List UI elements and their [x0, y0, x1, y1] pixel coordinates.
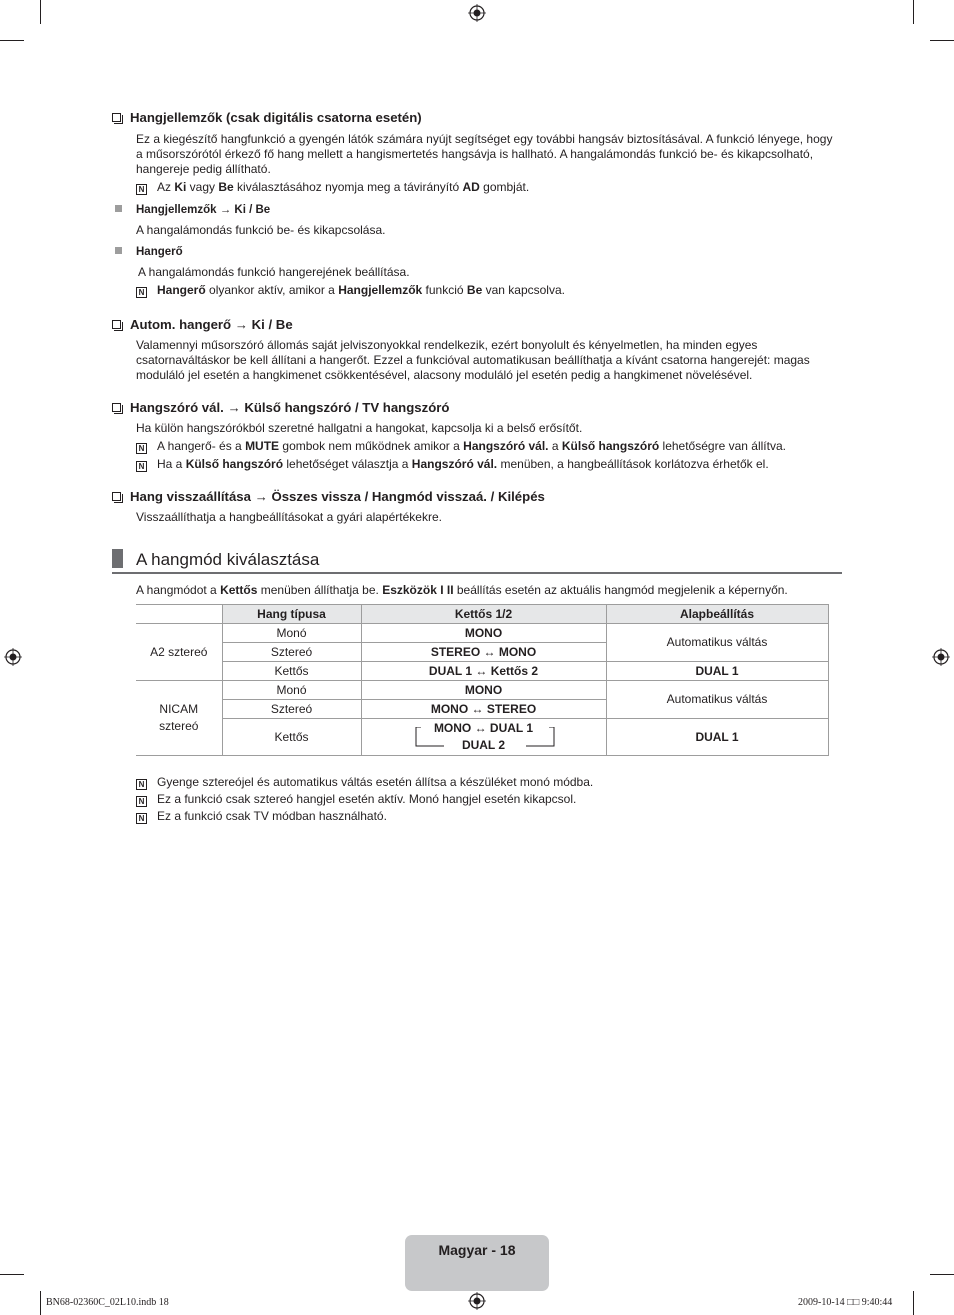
bullet-description: A hangalámondás funkció be- és kikapcsolása. — [136, 223, 386, 237]
footnote: N Ez a funkció csak TV módban használható. — [136, 809, 387, 824]
section-heading-auto-volume: Autom. hangerő → Ki / Be — [112, 317, 293, 332]
intro-paragraph: A hangmódot a Kettős menüben állíthatja be. Eszközök I II beállítás esetén az aktuális hangmód megjelenik a képernyőn. — [136, 583, 788, 597]
registration-mark-icon — [468, 4, 486, 22]
crop-mark — [0, 1274, 24, 1275]
note-icon: N — [136, 287, 147, 298]
section-heading-sound-reset: Hang visszaállítása → Összes vissza / Hangmód visszaá. / Kilépés — [112, 489, 545, 504]
note-icon: N — [136, 461, 147, 472]
note-icon: N — [136, 184, 147, 195]
note-mute: N A hangerő- és a MUTE gombok nem működnek amikor a Hangszóró vál. a Külső hangszóró lehetőségre van állítva. — [136, 439, 786, 454]
section-paragraph: Valamennyi műsorszóró állomás saját jelviszonyokkal rendelkezik, ezért bonyolult és kényelmetlen, ha minden egyes csatornaváltáskor be kell állítani a hangerőt. Ezzel a funkcióval automatikusan beállíthatja a kívánt csatorna hangerejét: magas moduláló jel esetén a hangkimenet csökkentésével, alacsony moduláló jel esetén pedig a hangkimenet növelésével. — [136, 338, 810, 382]
section-paragraph: Visszaállíthatja a hangbeállításokat a gyári alapértékekre. — [136, 510, 442, 524]
note-volume: N Hangerő olyankor aktív, amikor a Hangjellemzők funkció Be van kapcsolva. — [136, 283, 565, 298]
checkbox-icon — [112, 113, 121, 122]
note-ad-button: N Az Ki vagy Be kiválasztásához nyomja meg a távirányító AD gombját. — [136, 180, 529, 195]
table-header: Alapbeállítás — [606, 605, 828, 624]
table-header: Hang típusa — [222, 605, 361, 624]
crop-mark — [930, 40, 954, 41]
table-row: Kettős MONO ↔ DUAL 1 DUAL 2 DUAL 1 — [136, 719, 828, 756]
crop-mark — [0, 40, 24, 41]
note-icon: N — [136, 813, 147, 824]
section-heading-audio-description: Hangjellemzők (csak digitális csatorna esetén) — [112, 110, 422, 125]
registration-mark-icon — [4, 648, 22, 666]
table-header-blank — [136, 605, 222, 624]
crop-mark — [40, 0, 41, 24]
section-heading-speaker-select: Hangszóró vál. → Külső hangszóró / TV hangszóró — [112, 400, 449, 415]
note-external-speaker: N Ha a Külső hangszóró lehetőséget választja a Hangszóró vál. menüben, a hangbeállítások korlátozva érhetők el. — [136, 457, 769, 472]
registration-mark-icon — [468, 1292, 486, 1310]
note-icon: N — [136, 796, 147, 807]
dual-cycle-cell: MONO ↔ DUAL 1 DUAL 2 — [361, 719, 606, 756]
section-paragraph: Ez a kiegészítő hangfunkció a gyengén látók számára nyújt segítséget egy további hangsáv biztosításával. A funkció lényege, hogy a műsorszórótól érkező fő hang mellett a hangismertetés hangsávja is hallható. A hangalámondás funkció be- és kikapcsolható, hangereje pedig állítható. — [136, 132, 833, 176]
crop-mark — [913, 0, 914, 24]
note-icon: N — [136, 443, 147, 454]
note-icon: N — [136, 779, 147, 790]
checkbox-icon — [112, 320, 121, 329]
table-row: Kettős DUAL 1 ↔ Kettős 2 DUAL 1 — [136, 662, 828, 681]
bullet-audio-description-toggle: Hangjellemzők → Ki / Be — [115, 203, 270, 218]
crop-mark — [40, 1291, 41, 1315]
table-row: Sztereó STEREO ↔ MONO — [136, 643, 828, 662]
page-number-tab: Magyar - 18 — [405, 1235, 549, 1291]
footnote: N Ez a funkció csak sztereó hangjel esetén aktív. Monó hangjel esetén kikapcsol. — [136, 792, 576, 807]
bullet-volume: Hangerő — [115, 245, 183, 260]
bullet-description: A hangalámondás funkció hangerejének beállítása. — [138, 265, 410, 279]
table-row: NICAM sztereó Monó MONO Automatikus váltás — [136, 681, 828, 700]
registration-mark-icon — [932, 648, 950, 666]
sound-mode-table — [136, 604, 829, 756]
table-row: A2 sztereó Monó MONO Automatikus váltás — [136, 624, 828, 643]
section-paragraph: Ha külön hangszórókból szeretné hallgatni a hangokat, kapcsolja ki a belső erősítőt. — [136, 421, 583, 435]
heading-rule — [112, 572, 842, 574]
page-title: A hangmód kiválasztása — [112, 549, 319, 568]
file-slug: BN68-02360C_02L10.indb 18 — [46, 1297, 169, 1308]
footnote: N Gyenge sztereójel és automatikus váltás esetén állítsa a készüléket monó módba. — [136, 775, 593, 790]
print-timestamp: 2009-10-14 □□ 9:40:44 — [798, 1297, 893, 1308]
bullet-square-icon — [115, 205, 122, 212]
checkbox-icon — [112, 492, 121, 501]
heading-bar-icon — [112, 549, 123, 568]
crop-mark — [930, 1274, 954, 1275]
crop-mark — [913, 1291, 914, 1315]
table-header: Kettős 1/2 — [361, 605, 606, 624]
checkbox-icon — [112, 403, 121, 412]
cycle-arrow-icon — [414, 727, 556, 749]
table-group-a2: A2 sztereó — [136, 624, 222, 681]
bullet-square-icon — [115, 247, 122, 254]
table-row: Sztereó MONO ↔ STEREO — [136, 700, 828, 719]
table-group-nicam: NICAM sztereó — [136, 681, 222, 756]
